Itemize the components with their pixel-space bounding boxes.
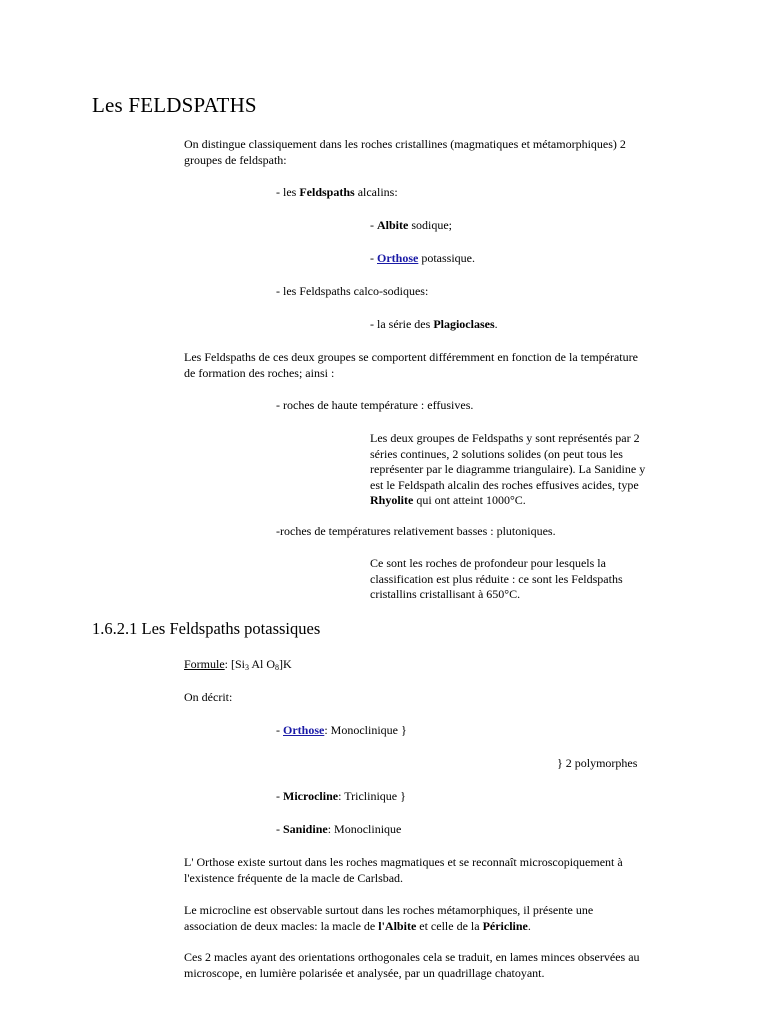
formula-text-1: : [Si	[224, 657, 246, 671]
list-item-orthose	[370, 251, 475, 267]
list-item-calco: - les Feldspaths calco-sodiques:	[276, 284, 429, 298]
macles-line-2: microscope, en lumière polarisée et analysée, par un quadrillage chatoyant.	[184, 965, 545, 980]
microcline-line-2a: association de deux macles: la macle de	[184, 918, 379, 933]
formula-sub-1: 3	[245, 663, 250, 672]
list-item-plagioclases	[370, 317, 498, 333]
term-albite-macle: l'Albite	[378, 918, 417, 933]
list-item-sanidine	[276, 822, 401, 838]
haute-line-4: est le Feldspath alcalin des roches effusives acides, type	[370, 477, 639, 492]
list-suffix: : Monoclinique }	[324, 723, 407, 737]
basses-line-1: Ce sont les roches de profondeur pour lesquels la	[370, 556, 606, 570]
basses-description	[370, 556, 623, 603]
microcline-line-1: Le microcline est observable surtout dans les roches métamorphiques, il présente une	[184, 903, 594, 917]
microcline-line-2c: et celle de la	[416, 918, 483, 933]
haute-line-5: qui ont atteint 1000°C.	[413, 493, 526, 507]
macles-paragraph	[184, 950, 640, 981]
orthose-paragraph	[184, 855, 623, 886]
haute-line-1: Les deux groupes de Feldspaths y sont représentés par 2	[370, 431, 640, 445]
term-rhyolite: Rhyolite	[370, 493, 414, 507]
formula-sub-2: 8	[275, 663, 280, 672]
behaviour-line-1: Les Feldspaths de ces deux groupes se comportent différemment en fonction de la température	[184, 350, 638, 364]
behaviour-line-2: de formation des roches; ainsi :	[184, 365, 335, 380]
list-item-orthose-mono	[276, 723, 407, 739]
basses-line-3: cristallins cristallisant à 650°C.	[370, 587, 521, 601]
list-item-basses: -roches de températures relativement basses : plutoniques.	[276, 524, 556, 538]
list-prefix: -	[276, 723, 283, 737]
term-pericline: Péricline	[482, 918, 528, 933]
microcline-line-2e: .	[527, 918, 531, 933]
list-item-albite	[370, 218, 452, 234]
on-decrit: On décrit:	[184, 690, 233, 704]
list-prefix: -	[370, 218, 377, 232]
formula-text-3: ]K	[279, 657, 292, 671]
list-suffix: sodique;	[408, 218, 453, 232]
orthose-line-2: l'existence fréquente de la macle de Carlsbad.	[184, 870, 404, 885]
list-prefix: - les	[276, 185, 300, 199]
list-prefix: -	[370, 251, 377, 265]
formula-line	[184, 657, 292, 673]
term-albite: Albite	[377, 218, 409, 232]
list-prefix: -	[276, 789, 283, 803]
term-plagioclases: Plagioclases	[433, 317, 495, 331]
list-suffix: alcalins:	[354, 185, 398, 199]
haute-description	[370, 431, 645, 509]
term-feldspaths: Feldspaths	[299, 185, 355, 199]
list-item-alcalins	[276, 185, 398, 201]
list-item-microcline	[276, 789, 406, 805]
intro-paragraph	[184, 137, 626, 168]
list-prefix: -	[276, 822, 283, 836]
page-title: Les FELDSPATHS	[92, 93, 257, 117]
behaviour-paragraph	[184, 350, 638, 381]
section-title: 1.6.2.1 Les Feldspaths potassiques	[92, 619, 321, 638]
list-item-haute: - roches de haute température : effusives.	[276, 398, 474, 412]
basses-line-2: classification est plus réduite : ce sont les Feldspaths	[370, 571, 623, 586]
formula-text-2: Al O	[249, 657, 276, 671]
polymorphes-note: } 2 polymorphes	[557, 756, 638, 770]
intro-line-1: On distingue classiquement dans les roches cristallines (magmatiques et métamorphiques) 2	[184, 137, 626, 151]
intro-line-2: groupes de feldspath:	[184, 152, 287, 167]
list-suffix: .	[494, 317, 498, 331]
macles-line-1: Ces 2 macles ayant des orientations orthogonales cela se traduit, en lames minces observées au	[184, 950, 640, 964]
term-microcline: Microcline	[283, 789, 339, 803]
formula-label: Formule	[184, 657, 225, 671]
orthose-line-1: L' Orthose existe surtout dans les roches magmatiques et se reconnaît microscopiquement à	[184, 855, 623, 869]
haute-line-3: représenter par le diagramme triangulaire). La Sanidine y	[370, 462, 646, 476]
list-suffix: : Monoclinique	[327, 822, 402, 836]
list-suffix: : Triclinique }	[338, 789, 406, 803]
term-sanidine: Sanidine	[283, 822, 328, 836]
list-suffix: potassique.	[418, 251, 475, 265]
orthose-link[interactable]: Orthose	[377, 251, 419, 265]
orthose-link[interactable]: Orthose	[283, 723, 325, 737]
list-prefix: - la série des	[370, 317, 434, 331]
haute-line-2: séries continues, 2 solutions solides (on peut tous les	[370, 446, 623, 461]
microcline-paragraph	[184, 903, 593, 934]
